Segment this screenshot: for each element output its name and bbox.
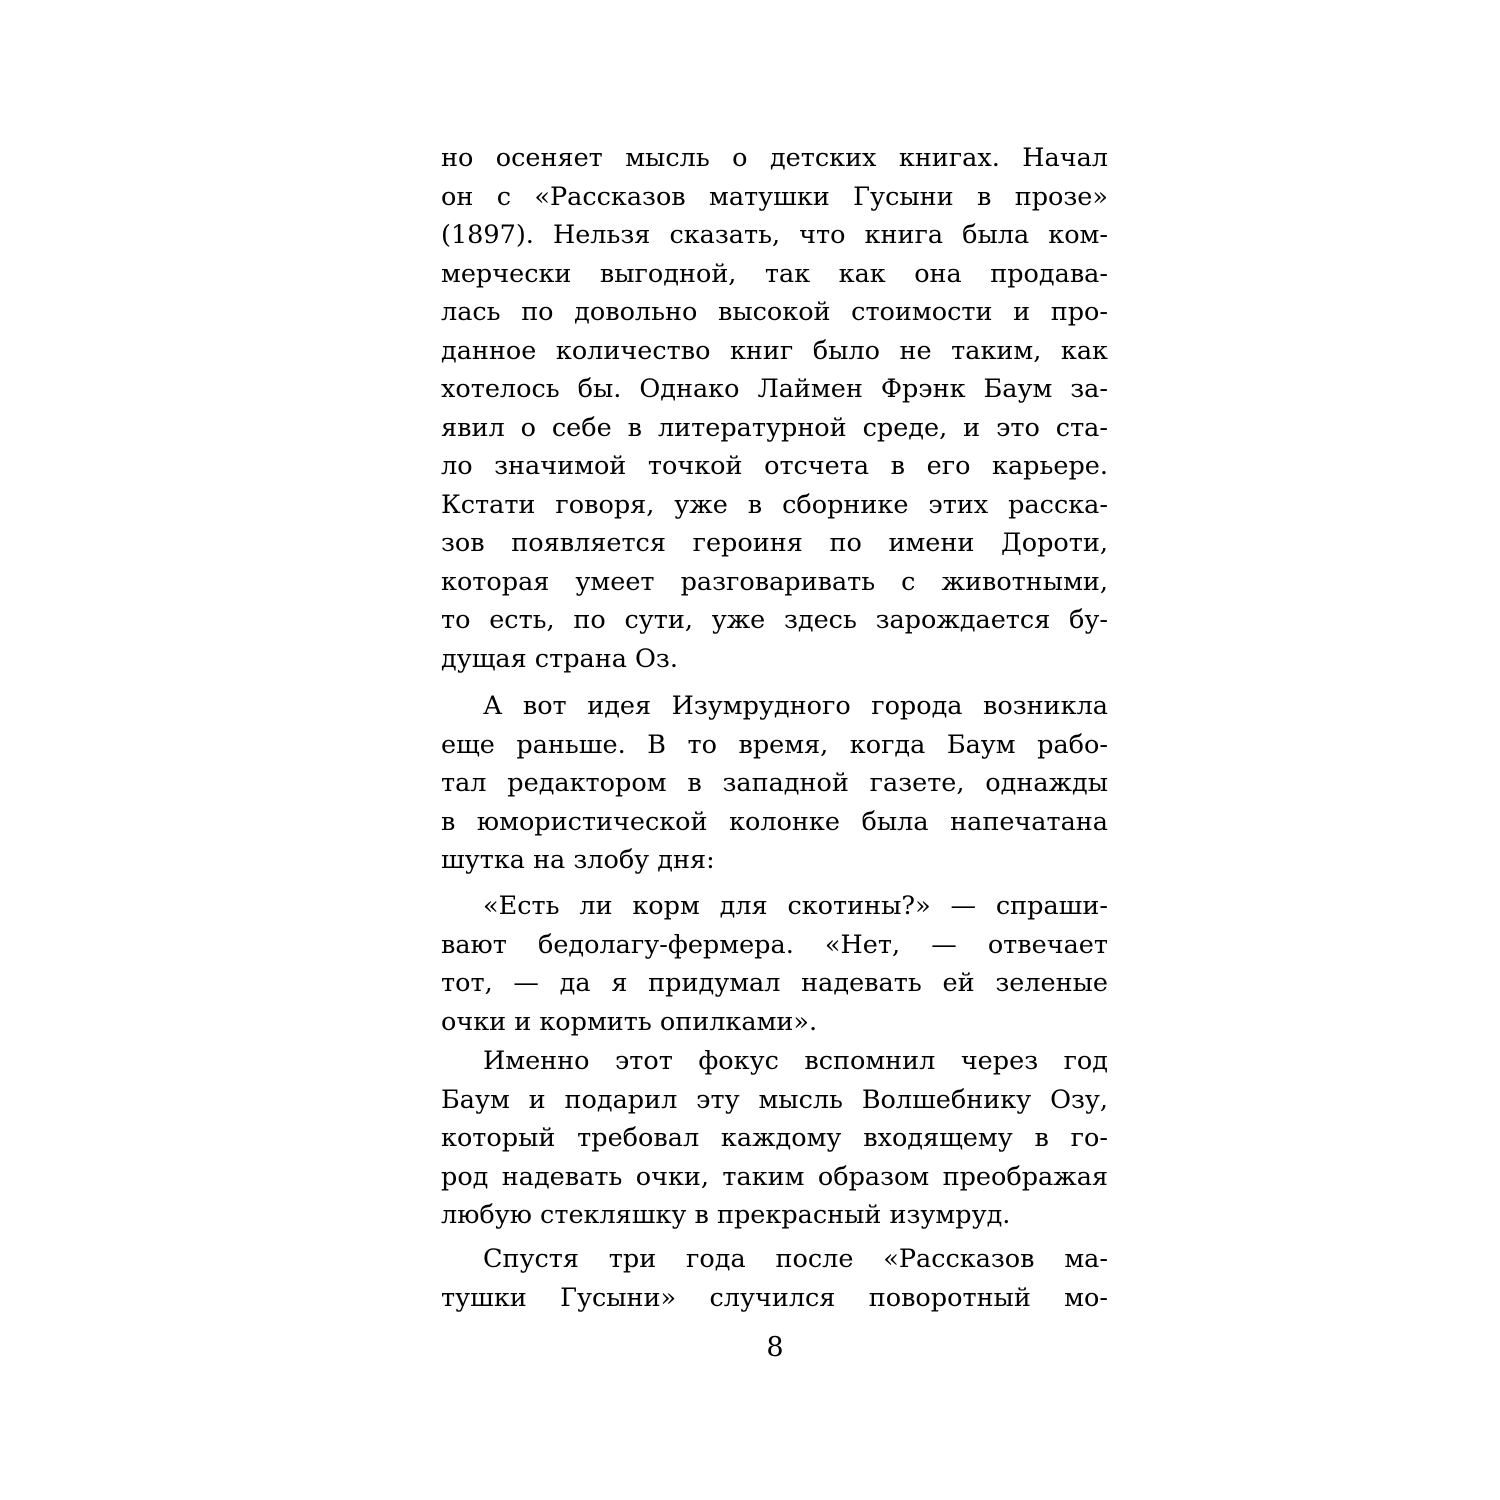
- text-line: еще раньше. В то время, когда Баум рабо-: [441, 729, 1108, 760]
- text-line: дущая страна Оз.: [441, 643, 678, 674]
- text-line: тот, — да я придумал надевать ей зеленые: [441, 968, 1108, 998]
- text-line: Баум и подарил эту мысль Волшебнику Озу,: [441, 1084, 1108, 1115]
- text-line: ло значимой точкой отсчета в его карьере.: [441, 451, 1108, 481]
- text-line: любую стекляшку в прекрасный изумруд.: [441, 1200, 1011, 1230]
- text-line: (1897). Нельзя сказать, что книга была ком-: [441, 220, 1108, 250]
- text-line: Кстати говоря, уже в сборнике этих расска-: [441, 489, 1108, 520]
- text-line: лась по довольно высокой стоимости и про-: [441, 297, 1108, 327]
- text-line: явил о себе в литературной среде, и это ста-: [441, 412, 1108, 443]
- text-line: зов появляется героиня по имени Дороти,: [441, 528, 1108, 558]
- text-line: тушки Гусыни» случился поворотный мо-: [441, 1282, 1108, 1313]
- text-line: Именно этот фокус вспомнил через год: [483, 1046, 1108, 1076]
- text-line: очки и кормить опилками».: [441, 1006, 818, 1037]
- text-line: шутка на злобу дня:: [441, 845, 715, 875]
- text-line: то есть, по сути, уже здесь зарождается бу-: [441, 605, 1108, 635]
- text-line: которая умеет разговаривать с животными,: [441, 566, 1108, 597]
- text-line: который требовал каждому входящему в го-: [441, 1123, 1108, 1153]
- text-line: А вот идея Изумрудного города возникла: [483, 691, 1108, 721]
- text-line: Спустя три года после «Рассказов ма-: [483, 1244, 1108, 1274]
- text-line: мерчески выгодной, так как она продава-: [441, 258, 1108, 289]
- text-line: род надевать очки, таким образом преображая: [441, 1161, 1108, 1192]
- text-line: вают бедолагу-фермера. «Нет, — отвечает: [441, 929, 1108, 960]
- text-line: данное количество книг было не таким, как: [441, 335, 1108, 366]
- text-line: но осеняет мысль о детских книгах. Начал: [441, 143, 1108, 173]
- text-line: тал редактором в западной газете, однажды: [441, 768, 1108, 798]
- text-line: «Есть ли корм для скотины?» — спраши-: [483, 891, 1108, 921]
- page-number: 8: [766, 1332, 784, 1363]
- text-line: он с «Рассказов матушки Гусыни в прозе»: [441, 181, 1108, 212]
- text-line: хотелось бы. Однако Лаймен Фрэнк Баум за-: [441, 374, 1108, 404]
- text-line: в юмористической колонке была напечатана: [441, 806, 1108, 837]
